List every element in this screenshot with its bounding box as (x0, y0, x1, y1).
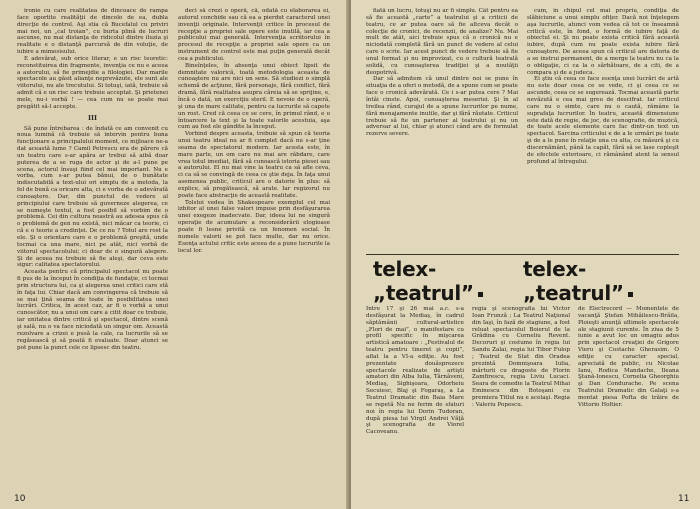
news-column-2 (472, 306, 570, 488)
left-page-column-1 (17, 8, 168, 488)
paragraph: cum, în chipul cel mai propriu, condiţia de slăbiciune a unui simplu ofiţer. Dacă noi înţelegem aşa lucrurile, atunci vom vedea că tot ce înseamnă critică este, în fond, o formă de iubire faţă de obiectul ei. Şi nu poate exista critică fără această iubire, după cum nu poate exista iubire fără cunoaştere. De aceea spun că criticul are datoria de a se instrui permanent, de a merge la teatru nu ca la o obligaţie, ci ca la o sărbătoare, de a citi, de a compara şi de a judeca. (527, 8, 679, 76)
telex-header (373, 257, 673, 305)
right-page-column-1 (366, 8, 518, 246)
news-column-3 (578, 306, 679, 488)
paragraph: E adevărat, sub orice literar, e un risc teoretic: reconstituirea din fragmente, invenţia ce nu e aceea a autorului, să fie primejdie a filologiei. Dar marile spectacole au găsit alianţe neprevăzute, ele sunt ale viitorului, nu ale trecutului. Si totuşi, iată, trebuie să admit că e un risc care trebuie acceptat. Şi prietenei mele, nu-i vorbă ! — cea cum nu se poate mai pregătit să-l accepte. (17, 55, 168, 110)
right-page (351, 0, 700, 509)
paragraph: Aceasta pentru că principalul spectacol nu poate fi pus de la început în condiţia de fundaţie, ci tocmai prin structura lui, ca şi alegerea unei critici care stă în faţa lui. Chiar dacă am convingerea că trebuie să se mai ţină seama de toate în posibilitatea unei lucrări. Critica, în acest caz, ar fi o vorbă a unui cunoscător, nu a unui om care a citit doar ce trebuie, iar unitatea dintre critică şi spectacol, dintre scenă şi sală, nu o va face niciodată un singur om. Această rezolvare a crizei e pusă la cale, ca lucrurile să se regăsească şi să poată fi evaluate. Doar atunci se pot pune la punct cele ce lipsesc din teatru. (17, 269, 168, 351)
paragraph: Tolstoi vedea în Shakespeare exemplul cel mai izbitor al unei false valori impuse prin desfăşurarea unei exegeze inadecvate. Dar, ideea lui ne singură operaţie de acumulare a reconsiderării elogioase poate fi lesne privită ca un fenomen social. În numele valorii se pot face multe, dar nu orice. Esenţa actului critic este aceea de a pune lucrurile la locul lor. (178, 199, 330, 254)
paragraph: deci să crezi o operă, că, odată cu elaborarea ei, autorul conchide sau că ea a pierdut caracterul unei invenţii originale. Intervenţii critice în procesul de recepţie a propriei sale opere este inutilă, iar cea a publicului mai generală. Intervenţia scriitorului în procesul de recepţie a propriei sale opere ca un instrument de control este mai puţin generală decât cea a publicului. (178, 8, 330, 62)
telex-title-right (523, 257, 673, 305)
left-page-column-2 (178, 8, 330, 488)
paragraph: fiată un lucru, totuşi nu ar fi simplu. Cât pentru ea să fie această „carte” a teatrului şi a criticii de teatru, ce ar putea oare să fie altceva decât o colecţie de cronici, de recenzii, de analize? Nu. Mai mult de atât, aici trebuie spus că o cronică nu e niciodată completă fără un punct de vedere al celui care o scrie. Iar acest punct de vedere trebuie să fie unul format şi nu improvizat, cu o cultură teatrală solidă, cu cunoaşterea tradiţiei şi a noutăţii deopotrivă. (366, 8, 518, 76)
paragraph: de Electrecord — Momentele de vacanţă Ştefan Mihăilescu-Brăila, Ploieşti anunţă ultimele spectacole ale stagiunii curente. În ziua de 5 iunie a avut loc un omagiu adus prin spectacol creaţiei de Grigore Vieru şi Costache Gherasim. O ediţie cu caracter special, apreciată de public, cu Nicolae Ianu, Rodica Mandache, Ileana Ştană-Ionescu, Cornelia Gheorghiu şi Dan Condurache. Pe scena Teatrului Dramatic din Galaţi s-a montat piesa Pofta de trăire de Vittorio Holtier. (578, 306, 679, 408)
section-heading: III (87, 113, 98, 122)
bullet-icon (628, 292, 633, 297)
paragraph: Bineînţeles, în absenţa unui obiect lipsit de demnitate valorică, toată metodologia aceasta de cunoaştere nu are nici un sens. Să studiezi o simplă schemă de acţiune, fără personaje, fără conflict, fără dramă, fără realitatea asupra căreia să se sprijine, e, încă o dată, un exerciţiu steril. E nevoie de o operă, şi una de mare calitate, pentru ca lucrurile să capete un rost. Cred că ceea ce se cere, în primul rând, e o întoarcere la text şi la toate valorile acestuia, aşa cum au fost ele gândite la început. (178, 62, 330, 131)
paragraph: Ei ştiu că ceea ce face esenţa unei lucrări de artă nu este doar ceea ce se vede, ci şi ceea ce se ascunde, ceea ce se sugerează. Tocmai această parte nevăzută e cea mai greu de descifrat. Iar criticul care nu o simte, care nu o caută, rămâne la suprafaţa lucrurilor. În teatru, această dimensiune este dată de regie, de joc, de scenografie, de muzică, de toate acele elemente care fac dintr-un text un spectacol. Sarcina criticului e de a le urmări pe toate şi de a le pune în relaţie una cu alta, cu măsură şi cu discernământ, până la capăt, fără să se lase copleşit de efectele exterioare, ci rămânând atent la sensul profund al întregului. (527, 76, 679, 165)
telex-title-left (373, 257, 523, 305)
left-page (0, 0, 349, 509)
paragraph: regia şi scenografia lui Victor Ioan Frunză ; La Teatrul Naţional din Iaşi, în fază de stagiune, a fost reluat spectacolul Boierul de la Grădina cu Corneliu Revent. Decoruri şi costume în regia lui Sandu Zalai, regia lui Tibor Fulop ; Teatrul de Stat din Oradea prezintă Domnişoara Iulia, mărturii cu dragoste de Florin Zamfirescu, regia Liviu Lucaci. Seara de comedie la Teatrul Mihai Eminescu din Botoşani cu premiera Titlul nu e acelaşi. Regia : Valeriu Popescu. (472, 306, 570, 408)
paragraph: Intre 17 şi 26 mai a.c. s-a desfăşurat la Mediaş, în cadrul săptămânii cultural-artistice „Flori de mai”, o manifestare cu profil specific în mişcarea artistică amatoare : „Festivalul de teatru pentru tineret şi copii”, aflat la a VI-a ediţie. Au fost prezentate douăsprezece spectacole realizate de artişti amatori din Alba Iulia, Târnăveni, Mediaş, Sighişoara, Odorheiu Secuiesc, Blaj şi Fogaraş, a La Teatrul Dramatic din Baia Mare se repetă Nu ne ferim de sfaturi noi în regia lui Dorin Tudoran, după piesa lui Virgil Andrei Văţă şi scenografia de Viorel Cacoveanu. (366, 306, 464, 436)
page-number-right: 11 (678, 494, 690, 504)
right-page-column-2 (527, 8, 679, 246)
paragraph: Dar să admitem că unul dintre noi se pune în situaţia de a oferi o metodă, de a spune cum se poate face o cronică adevărată. Ce i s-ar putea cere ? Mai întâi cinste. Apoi, cunoaşterea meseriei. Şi în al treilea rând, curajul de a spune lucrurilor pe nume, fără menajamente inutile, dar şi fără răutate. Criticul trebuie să fie un partener al teatrului şi nu un adversar al lui, chiar şi atunci când are de formulat rezerve severe. (366, 76, 518, 138)
page-number-left: 10 (14, 494, 26, 504)
telex-label: telex-„teatrul” (373, 257, 474, 305)
paragraph: ironie cu care realitatea de dincoace de rampa face oportite realităţii de dincolo de ea, dubla direcţie de control. Aşi stia că Bucefalul cu priviri mai noi, un „cal troian”, cu burta plină de lucruri ascunse, nu mai distanţa de ridicolul dintre iluzia şi realitate e o distanţă parcursă de din voluţie, de iubire a mimesisului. (17, 8, 168, 56)
telex-label: telex-„teatrul” (523, 257, 624, 305)
news-column-1 (366, 306, 464, 488)
bullet-icon (478, 292, 483, 297)
paragraph: Să pune întrebarea : de îndată ce am convenit cu noua lumină că trebuie să intervin pentru buna funcţionare a principalului moment, ce mijloace ne-a dat această lume ? Camil Petrescu era de părere că un teatru care s-ar apăra ar trebui să aibă doar puterea de a se ruga de actor şi de a-l pune pe scena, actorul însuşi fiind cel mai important. Nu e vorba, cum s-ar putea bănui, de o bunătate indiscutabilă a text-ului ori simplu de a metoda, la fel de bună ca oricare alta, ci e vorba de o adevărată cunoaştere. Dar, din punctul de vedere al principiului care trebuie să guverneze alegerea, ce se numeşte textul, a fost posibil să vorbim de o problemă. Cei din cultura noastră au adesea spus că o problemă de gen nu există, nici măcar ca teorie, ci că e o teorie a credinţei. De ce nu ? Totul are rost la ele. Şi o orientare care e o problemă greşită, unde tocmai ca una mare, nici pe atât, nici vorbă de viitorul spectacolului; ci doar de o singură alegere. Şi de aceea nu trebuie să fie aleşi, dar ceva este sigur: calitatea spectatorului. (17, 125, 168, 269)
paragraph: Vorbind despre aceasta, trebuie să spun că teoria unui teatru ideal nu ar fi complet dacă nu s-ar ţine seama de spectatorul modern. Iar acesta este, în mare parte, un om care nu mai are răbdare, care vrea totul imediat, fără să cunoască istoria piesei sau a autorului. El nu mai vine la teatru ca să afle ceva, ci ca să se convingă de ceea ce ştie deja. În faţa unui asemenea public, criticul are o datorie în plus: să explice, să pregătească, să arate. Iar regizorul nu poate face abstracţie de această realitate. (178, 131, 330, 199)
section-divider (366, 254, 679, 255)
